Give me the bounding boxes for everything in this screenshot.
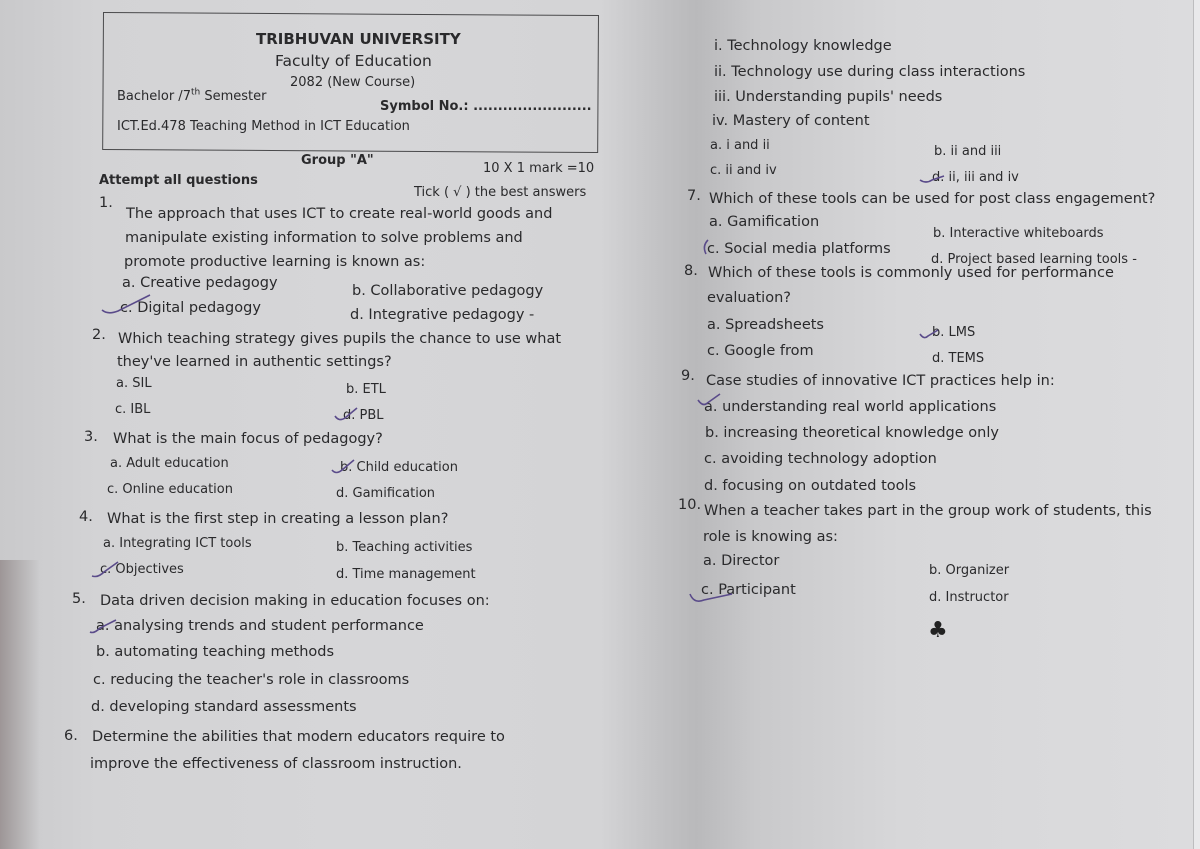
q7-line1: Which of these tools can be used for post class engagement? xyxy=(709,191,1156,207)
tick-mark-icon xyxy=(688,590,738,610)
q3-option-a[interactable]: a. Adult education xyxy=(110,456,229,471)
marks-label: 10 X 1 mark =10 xyxy=(483,161,595,176)
right-page xyxy=(600,0,1200,849)
tick-mark-icon xyxy=(88,618,123,638)
q1-option-b[interactable]: b. Collaborative pedagogy xyxy=(352,283,544,299)
q9-option-c[interactable]: c. avoiding technology adoption xyxy=(704,451,937,467)
q10-line2: role is knowing as: xyxy=(703,529,838,545)
tick-mark-icon xyxy=(333,406,363,426)
q1-line1: The approach that uses ICT to create real-world goods and xyxy=(126,206,553,222)
q2-option-c[interactable]: c. IBL xyxy=(115,402,151,417)
level-semester xyxy=(117,88,266,106)
symbol-number-field[interactable]: Symbol No.: ........................ xyxy=(380,99,592,114)
q9-number: 9. xyxy=(681,368,695,384)
q9-option-b[interactable]: b. increasing theoretical knowledge only xyxy=(705,425,999,441)
q1-option-c[interactable]: c. Digital pedagogy xyxy=(120,300,261,316)
q6-number: 6. xyxy=(64,728,78,744)
tick-mark-icon xyxy=(918,168,948,188)
tick-mark-icon xyxy=(696,392,726,412)
q9-option-d[interactable]: d. focusing on outdated tools xyxy=(704,478,917,494)
tick-mark-icon xyxy=(700,238,720,258)
q6-line2: improve the effectiveness of classroom instruction. xyxy=(90,756,462,772)
q7-option-c[interactable]: c. Social media platforms xyxy=(707,241,891,257)
q5-number: 5. xyxy=(72,591,86,607)
q7-number: 7. xyxy=(687,188,701,204)
q8-option-c[interactable]: c. Google from xyxy=(707,343,814,359)
q6-sub-ii: ii. Technology use during class interactions xyxy=(714,64,1026,80)
finger-shadow xyxy=(0,560,40,849)
q9-line1: Case studies of innovative ICT practices help in: xyxy=(706,373,1055,389)
q1-option-d[interactable]: d. Integrative pedagogy - xyxy=(350,307,535,323)
q10-option-c[interactable]: c. Participant xyxy=(701,582,796,598)
tick-mark-icon xyxy=(90,560,125,580)
q6-sub-i: i. Technology knowledge xyxy=(714,38,892,54)
q10-number: 10. xyxy=(678,497,702,513)
q6-option-d[interactable]: d. ii, iii and iv xyxy=(932,170,1019,185)
faculty-title: Faculty of Education xyxy=(275,52,432,70)
q6-option-b[interactable]: b. ii and iii xyxy=(934,144,1002,159)
q5-option-c[interactable]: c. reducing the teacher's role in classrooms xyxy=(93,672,410,688)
q2-number: 2. xyxy=(92,327,106,343)
q1-line2: manipulate existing information to solve problems and xyxy=(125,230,523,246)
q9-option-a[interactable]: a. understanding real world applications xyxy=(704,399,997,415)
q8-line2: evaluation? xyxy=(707,290,791,306)
q4-option-d[interactable]: d. Time management xyxy=(336,567,476,582)
q3-option-c[interactable]: c. Online education xyxy=(107,482,233,497)
q5-line1: Data driven decision making in education focuses on: xyxy=(100,593,490,609)
q4-option-a[interactable]: a. Integrating ICT tools xyxy=(103,536,252,551)
tick-mark-icon xyxy=(330,458,360,478)
q3-option-b[interactable]: b. Child education xyxy=(340,460,458,475)
q2-option-d[interactable]: d. PBL xyxy=(343,408,384,423)
q7-option-a[interactable]: a. Gamification xyxy=(709,214,820,230)
tick-mark-icon xyxy=(918,328,942,342)
q1-line3: promote productive learning is known as: xyxy=(124,254,426,270)
q5-option-d[interactable]: d. developing standard assessments xyxy=(91,699,357,715)
level-text: Bachelor /7 xyxy=(117,89,191,104)
q8-number: 8. xyxy=(684,263,698,279)
q10-option-d[interactable]: d. Instructor xyxy=(929,590,1009,605)
q3-option-d[interactable]: d. Gamification xyxy=(336,486,436,501)
q1-option-a[interactable]: a. Creative pedagogy xyxy=(122,275,278,291)
q3-number: 3. xyxy=(84,429,98,445)
university-title: TRIBHUVAN UNIVERSITY xyxy=(256,30,461,48)
q2-line1: Which teaching strategy gives pupils the chance to use what xyxy=(118,331,562,347)
q7-option-b[interactable]: b. Interactive whiteboards xyxy=(933,226,1104,241)
instruction-tick: Tick ( √ ) the best answers xyxy=(414,185,587,200)
q2-line2: they've learned in authentic settings? xyxy=(117,354,392,370)
q4-line1: What is the first step in creating a lesson plan? xyxy=(107,511,449,527)
q3-line1: What is the main focus of pedagogy? xyxy=(113,431,383,447)
q2-option-b[interactable]: b. ETL xyxy=(346,382,386,397)
exam-year: 2082 (New Course) xyxy=(290,75,416,90)
q10-option-b[interactable]: b. Organizer xyxy=(929,563,1010,578)
q4-option-c[interactable]: c. Objectives xyxy=(100,562,184,577)
group-label: Group "A" xyxy=(301,153,374,168)
instruction-attempt: Attempt all questions xyxy=(99,173,258,188)
q7-option-d[interactable]: d. Project based learning tools - xyxy=(931,252,1137,267)
q10-line1: When a teacher takes part in the group work of students, this xyxy=(704,503,1152,519)
q2-option-a[interactable]: a. SIL xyxy=(116,376,152,391)
q6-sub-iii: iii. Understanding pupils' needs xyxy=(714,89,943,105)
q6-line1: Determine the abilities that modern educators require to xyxy=(92,729,505,745)
q4-number: 4. xyxy=(79,509,93,525)
q8-option-a[interactable]: a. Spreadsheets xyxy=(707,317,824,333)
q5-option-a[interactable]: a. analysing trends and student performance xyxy=(96,618,424,634)
q6-sub-iv: iv. Mastery of content xyxy=(712,113,870,129)
q6-option-a[interactable]: a. i and ii xyxy=(710,138,770,153)
q6-option-c[interactable]: c. ii and iv xyxy=(710,163,777,178)
q4-option-b[interactable]: b. Teaching activities xyxy=(336,540,473,555)
level-sup: th xyxy=(190,87,201,98)
page-edge xyxy=(1193,0,1200,849)
q8-option-b[interactable]: b. LMS xyxy=(932,325,976,340)
club-symbol-icon: ♣ xyxy=(928,618,948,643)
q10-option-a[interactable]: a. Director xyxy=(703,553,780,569)
course-title: ICT.Ed.478 Teaching Method in ICT Education xyxy=(117,119,410,134)
tick-mark-icon xyxy=(100,293,160,318)
q5-option-b[interactable]: b. automating teaching methods xyxy=(96,644,335,660)
q8-line1: Which of these tools is commonly used for performance xyxy=(708,265,1114,281)
q1-number: 1. xyxy=(99,195,113,211)
q8-option-d[interactable]: d. TEMS xyxy=(932,351,985,366)
level-suffix: Semester xyxy=(200,89,267,104)
